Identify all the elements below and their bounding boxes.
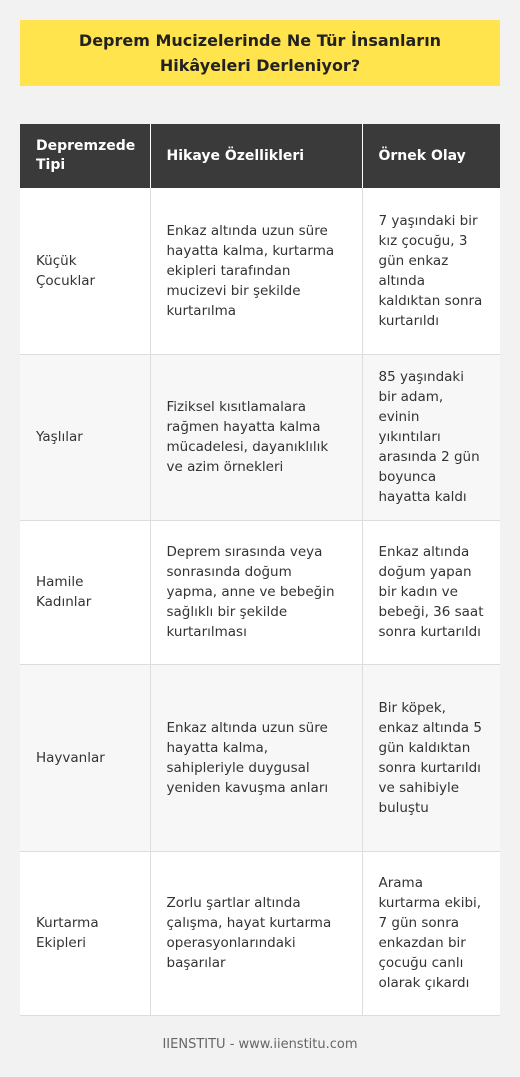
page-title: Deprem Mucizelerinde Ne Tür İnsanların Hikâyeleri Derleniyor?: [78, 31, 442, 75]
cell-example: Arama kurtarma ekibi, 7 gün sonra enkazdan bir çocuğu canlı olarak çıkardı: [362, 851, 500, 1015]
cell-type: Hayvanlar: [20, 664, 150, 851]
cell-features: Enkaz altında uzun süre hayatta kalma, sahipleriyle duygusal yeniden kavuşma anları: [150, 664, 362, 851]
cell-type: Kurtarma Ekipleri: [20, 851, 150, 1015]
table-header-row: [20, 124, 500, 188]
table-row: [20, 664, 500, 851]
cell-features: Deprem sırasında veya sonrasında doğum yapma, anne ve bebeğin sağlıklı bir şekilde kurtarılması: [150, 520, 362, 664]
cell-example: 85 yaşındaki bir adam, evinin yıkıntıları arasında 2 gün boyunca hayatta kaldı: [362, 354, 500, 520]
table-row: [20, 520, 500, 664]
cell-features: Fiziksel kısıtlamalara rağmen hayatta kalma mücadelesi, dayanıklılık ve azim örnekleri: [150, 354, 362, 520]
table-row: [20, 851, 500, 1015]
cell-features: Enkaz altında uzun süre hayatta kalma, kurtarma ekipleri tarafından mucizevi bir şekilde kurtarılma: [150, 188, 362, 354]
cell-type: Hamile Kadınlar: [20, 520, 150, 664]
table-row: [20, 354, 500, 520]
footer-credit: IIENSTITU - www.iienstitu.com: [162, 1037, 358, 1052]
cell-type: Yaşlılar: [20, 354, 150, 520]
header-ornek-olay: Örnek Olay: [362, 124, 500, 188]
cell-example: Bir köpek, enkaz altında 5 gün kaldıktan sonra kurtarıldı ve sahibiyle buluştu: [362, 664, 500, 851]
title-banner: [20, 20, 500, 86]
stories-table: [20, 124, 500, 1016]
header-depremzede-tipi: Depremzede Tipi: [20, 124, 150, 188]
cell-type: Küçük Çocuklar: [20, 188, 150, 354]
cell-features: Zorlu şartlar altında çalışma, hayat kurtarma operasyonlarındaki başarılar: [150, 851, 362, 1015]
cell-example: Enkaz altında doğum yapan bir kadın ve bebeği, 36 saat sonra kurtarıldı: [362, 520, 500, 664]
table-row: [20, 188, 500, 354]
cell-example: 7 yaşındaki bir kız çocuğu, 3 gün enkaz altında kaldıktan sonra kurtarıldı: [362, 188, 500, 354]
header-hikaye-ozellikleri: Hikaye Özellikleri: [150, 124, 362, 188]
